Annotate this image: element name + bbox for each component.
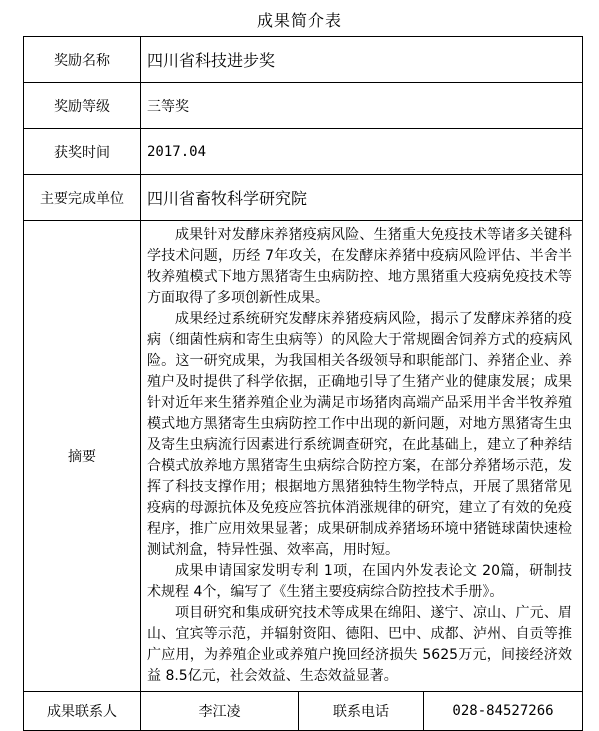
award-time-label: 获奖时间: [24, 129, 141, 175]
summary-text: [141, 221, 583, 692]
page-title: 成果简介表: [256, 11, 342, 30]
contact-row: [24, 692, 583, 731]
summary-paragraph: 成果针对发酵床养猪疫病风险、生猪重大免疫技术等诸多关键科学技术问题，历经 7年攻关，在发酵床养猪中疫病风险评估、半舍半牧养殖模式下地方黑猪寄生虫病防控、地方黑猪重大疫病免疫技术等方面取得了多项创新性成果。: [147, 227, 573, 306]
contact-phone-label: 联系电话: [299, 692, 424, 731]
award-name-value: 四川省科技进步奖: [141, 37, 583, 83]
contact-person-label: 成果联系人: [24, 692, 141, 731]
award-level-row: [24, 83, 583, 129]
summary-row: [24, 221, 583, 692]
summary-paragraph: 成果经过系统研究发酵床养猪疫病风险，揭示了发酵床养猪的疫病（细菌性病和寄生虫病等）的风险大于常规圈舍饲养方式的疫病风险。这一研究成果，为我国相关各级领导和职能部门、养猪企业、养殖户及时提供了科学依据，正确地引导了生猪产业的健康发展；成果针对近年来生猪养殖企业为满足市场猪肉高端产品采用半舍半牧养殖模式地方黑猪寄生虫病防控工作中出现的新问题，对地方黑猪寄生虫及寄生虫病流行因素进行系统调查研究，在此基础上，建立了种养结合模式放养地方黑猪寄生虫病综合防控方案，在部分养猪场示范，发挥了科技支撑作用；根据地方黑猪独特生物学特点，开展了黑猪常见疫病的母源抗体及免疫应答抗体消涨规律的研究，建立了有效的免疫程序，推广应用效果显著；成果研制成养猪场环境中猪链球菌快速检测试剂盒，特异性强、效率高，用时短。: [147, 311, 573, 558]
award-name-label: 奖励名称: [24, 37, 141, 83]
main-unit-label: 主要完成单位: [24, 175, 141, 221]
achievement-summary-table: [23, 36, 583, 731]
main-unit-row: [24, 175, 583, 221]
contact-phone-value: 028-84527266: [424, 692, 583, 731]
summary-paragraph: 项目研究和集成研究技术等成果在绵阳、遂宁、凉山、广元、眉山、宜宾等示范，并辐射资阳、德阳、巴中、成都、泸州、自贡等推广应用，为养殖企业或养殖户挽回经济损失 5625万元，间接经济效益 8.5亿元，社会效益、生态效益显著。: [147, 605, 573, 684]
award-time-value: 2017.04: [141, 129, 583, 175]
contact-person-value: 李江凌: [141, 692, 299, 731]
award-level-value: 三等奖: [141, 83, 583, 129]
award-level-label: 奖励等级: [24, 83, 141, 129]
award-time-row: [24, 129, 583, 175]
main-unit-value: 四川省畜牧科学研究院: [141, 175, 583, 221]
summary-paragraph: 成果申请国家发明专利 1项，在国内外发表论文 20篇，研制技术规程 4个，编写了《生猪主要疫病综合防控技术手册》。: [147, 563, 573, 600]
award-name-row: [24, 37, 583, 83]
summary-label: 摘要: [24, 221, 141, 692]
